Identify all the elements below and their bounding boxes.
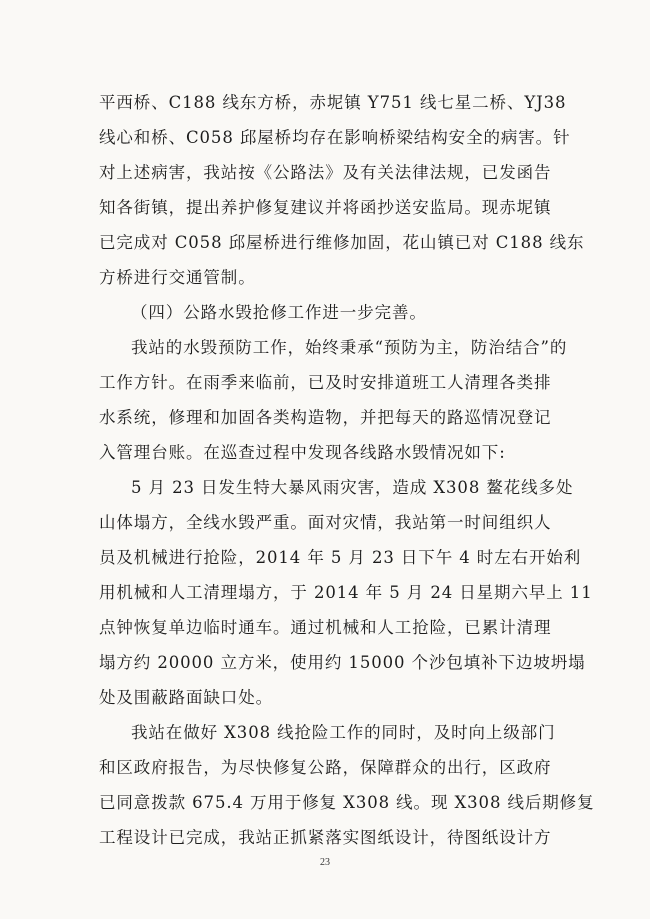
body-line: 线心和桥、C058 邱屋桥均存在影响桥梁结构安全的病害。针 (99, 128, 571, 147)
body-line: 5 月 23 日发生特大暴风雨灾害，造成 X308 鳌花线多处 (131, 478, 574, 497)
body-line: 员及机械进行抢险，2014 年 5 月 23 日下午 4 时左右开始利 (99, 548, 582, 567)
body-line: 知各街镇，提出养护修复建议并将函抄送安监局。现赤坭镇 (99, 198, 552, 217)
body-line: 已同意拨款 675.4 万用于修复 X308 线。现 X308 线后期修复 (99, 793, 595, 812)
body-line: 我站的水毁预防工作，始终秉承“预防为主，防治结合”的 (131, 338, 568, 357)
body-line: 入管理台账。在巡查过程中发现各线路水毁情况如下: (99, 443, 506, 462)
body-line: 对上述病害，我站按《公路法》及有关法律法规，已发函告 (99, 163, 552, 182)
body-line: 平西桥、C188 线东方桥，赤坭镇 Y751 线七星二桥、YJ38 (99, 93, 567, 112)
body-line: 塌方约 20000 立方米，使用约 15000 个沙包填补下边坡坍塌 (99, 653, 586, 672)
body-line: 工作方针。在雨季来临前，已及时安排道班工人清理各类排 (99, 373, 552, 392)
body-line: 已完成对 C058 邱屋桥进行维修加固，花山镇已对 C188 线东 (99, 233, 585, 252)
body-line: 方桥进行交通管制。 (99, 268, 256, 287)
body-line: 处及围蔽路面缺口处。 (99, 688, 273, 707)
body-line: 用机械和人工清理塌方，于 2014 年 5 月 24 日星期六早上 11 (99, 583, 593, 602)
body-line: 水系统，修理和加固各类构造物，并把每天的路巡情况登记 (99, 408, 552, 427)
page-number: 23 (320, 857, 330, 868)
section-heading: （四）公路水毁抢修工作进一步完善。 (131, 303, 427, 322)
body-line: 山体塌方，全线水毁严重。面对灾情，我站第一时间组织人 (99, 513, 552, 532)
body-line: 点钟恢复单边临时通车。通过机械和人工抢险，已累计清理 (99, 618, 552, 637)
body-line: 工程设计已完成，我站正抓紧落实图纸设计，待图纸设计方 (99, 828, 552, 847)
body-line: 我站在做好 X308 线抢险工作的同时，及时向上级部门 (131, 723, 556, 742)
body-line: 和区政府报告，为尽快修复公路，保障群众的出行，区政府 (99, 758, 552, 777)
